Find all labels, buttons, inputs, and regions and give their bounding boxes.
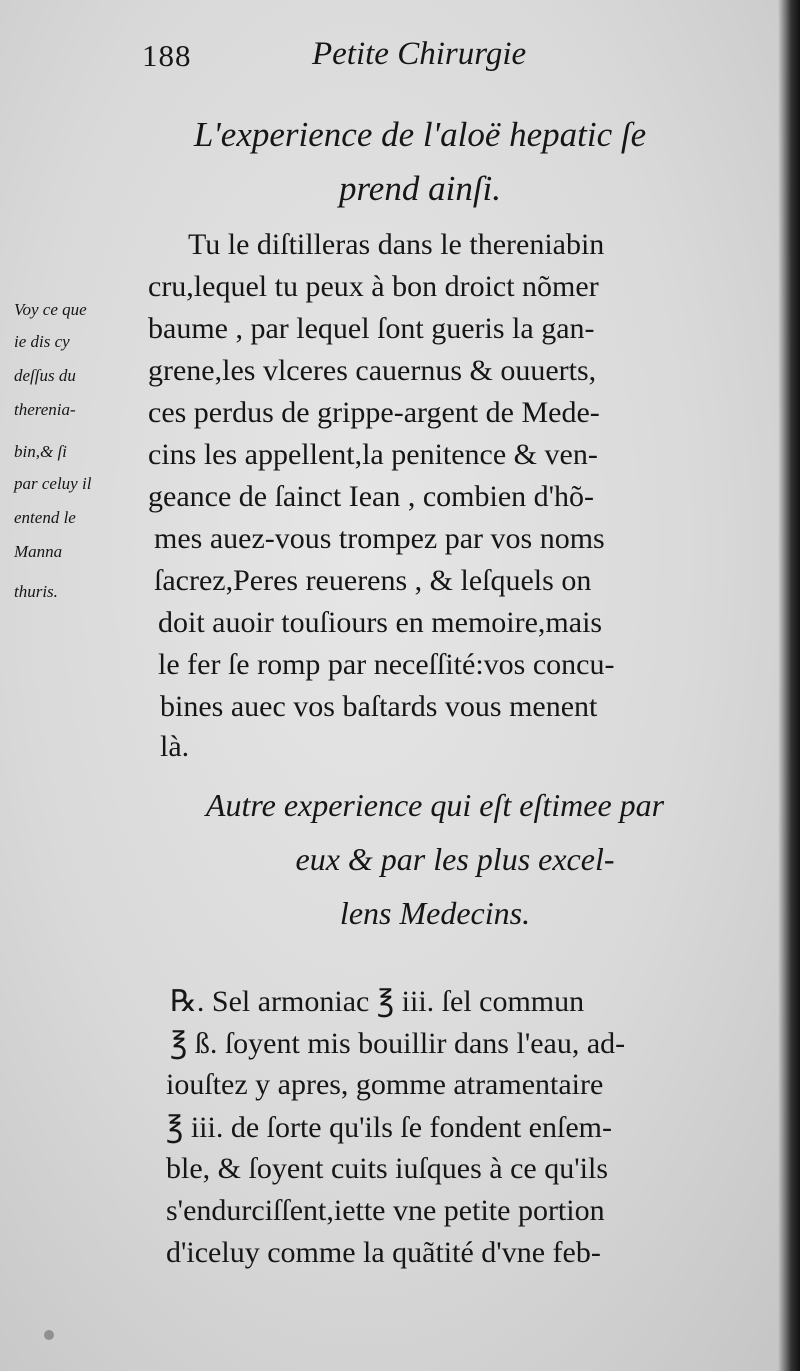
text-line: grene,les vlceres cauernus & ouuerts,: [148, 354, 597, 387]
text-line: cins les appellent,la penitence & ven-: [148, 438, 598, 471]
page-header: [130, 30, 690, 80]
text-line: mes auez-vous trompez par vos noms: [154, 522, 605, 555]
section-heading-autre-experience: [170, 778, 700, 940]
text-line: le fer ſe romp par neceſſité:vos concu-: [158, 648, 615, 681]
margin-note-line: therenia-: [14, 400, 76, 419]
margin-note-line: Manna: [14, 542, 63, 561]
margin-note-line: ie dis cy: [14, 332, 70, 351]
text-line: iouſtez y apres, gomme atramentaire: [166, 1068, 604, 1101]
text-line: d'iceluy comme la quãtité d'vne feb-: [166, 1236, 601, 1269]
text-line: ble, & ſoyent cuits iuſques à ce qu'ils: [166, 1152, 608, 1185]
margin-note-line: par celuy il: [14, 474, 92, 493]
margin-note-line: deſſus du: [14, 366, 76, 385]
text-line: ſacrez,Peres reuerens , & leſquels on: [154, 564, 592, 597]
ink-spot: [44, 1330, 54, 1340]
margin-note-line: thuris.: [14, 582, 58, 601]
text-line: ℥ ß. ſoyent mis bouillir dans l'eau, ad-: [170, 1027, 626, 1060]
text-line: cru,lequel tu peux à bon droict nõmer: [148, 270, 599, 303]
text-line: ℞. Sel armoniac ℥ iii. ſel commun: [170, 985, 585, 1018]
margin-note-line: bin,& ſi: [14, 442, 67, 461]
text-line: baume , par lequel ſont gueris la gan-: [148, 312, 595, 345]
text-line: Tu le diſtilleras dans le thereniabin: [188, 228, 605, 261]
heading-line: eux & par les plus excel-: [295, 841, 615, 877]
section-heading-aloe: [170, 108, 670, 216]
text-line: bines auec vos baſtards vous menent: [160, 690, 598, 723]
text-line: geance de ſainct Iean , combien d'hõ-: [148, 480, 595, 513]
heading-line: prend ainſi.: [338, 169, 502, 208]
page-edge-shadow: [778, 0, 800, 1371]
text-line: doit auoir touſiours en memoire,mais: [158, 606, 603, 639]
text-line: là.: [160, 730, 190, 763]
heading-line: Autre experience qui eſt eſtimee par: [205, 787, 665, 823]
heading-line: lens Medecins.: [339, 895, 531, 931]
text-line: s'endurciſſent,iette vne petite portion: [166, 1194, 605, 1227]
running-title: Petite Chirurgie: [312, 36, 527, 72]
text-line: ces perdus de grippe-argent de Mede-: [148, 396, 600, 429]
margin-note-line: entend le: [14, 508, 76, 527]
heading-line: L'experience de l'aloë hepatic ſe: [193, 115, 647, 154]
page-number: 188: [142, 38, 192, 73]
text-line: ℥ iii. de ſorte qu'ils ſe fondent enſem-: [166, 1111, 612, 1144]
margin-note-line: Voy ce que: [14, 300, 87, 319]
